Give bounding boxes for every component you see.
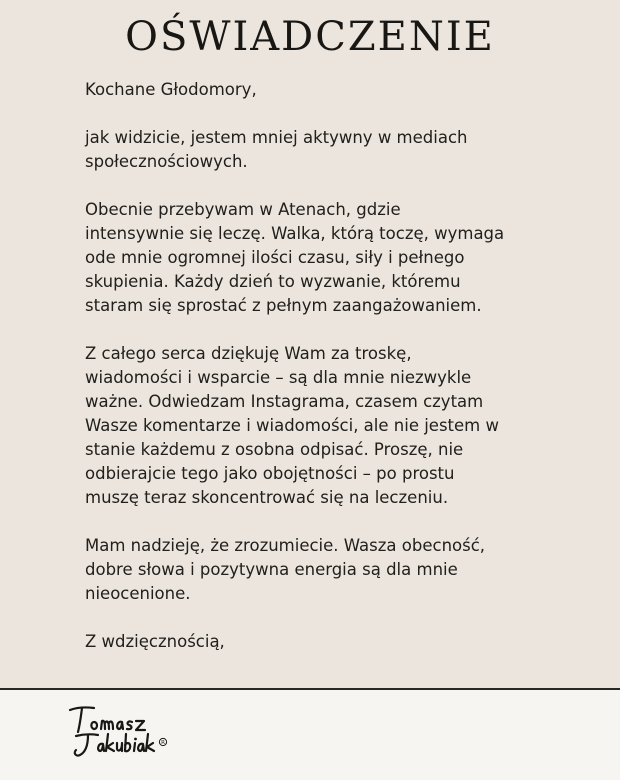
closing: Z wdzięcznością, — [85, 632, 225, 651]
signature-logo — [64, 700, 184, 766]
greeting: Kochane Głodomory, — [85, 80, 257, 99]
svg-text:R: R — [161, 740, 165, 747]
page-title: OŚWIADCZENIE — [125, 14, 495, 60]
paragraph-thanks: Z całego serca dziękuję Wam za troskę, wiadomości i wsparcie – są dla mnie niezwykle ważne. Odwiedzam Instagrama, czasem czytam Wasze komentarze i wiadomości, ale nie jestem w stanie każdemu z osobna odpisać. Proszę, nie odbierajcie tego jako obojętności – po prostu muszę teraz skoncentrować się na leczeniu. — [85, 344, 499, 507]
paragraph-hope: Mam nadzieję, że zrozumiecie. Wasza obecność, dobre słowa i pozytywna energia są dla mnie nieocenione. — [85, 536, 486, 603]
letter-body — [85, 78, 555, 654]
footer — [0, 690, 620, 780]
paragraph-treatment: Obecnie przebywam w Atenach, gdzie intensywnie się leczę. Walka, którą toczę, wymaga ode mnie ogromnej ilości czasu, siły i pełnego skupienia. Każdy dzień to wyzwanie, któremu staram się sprostać z pełnym zaangażowaniem. — [85, 200, 505, 315]
paragraph-intro: jak widzicie, jestem mniej aktywny w mediach społecznościowych. — [85, 128, 468, 171]
